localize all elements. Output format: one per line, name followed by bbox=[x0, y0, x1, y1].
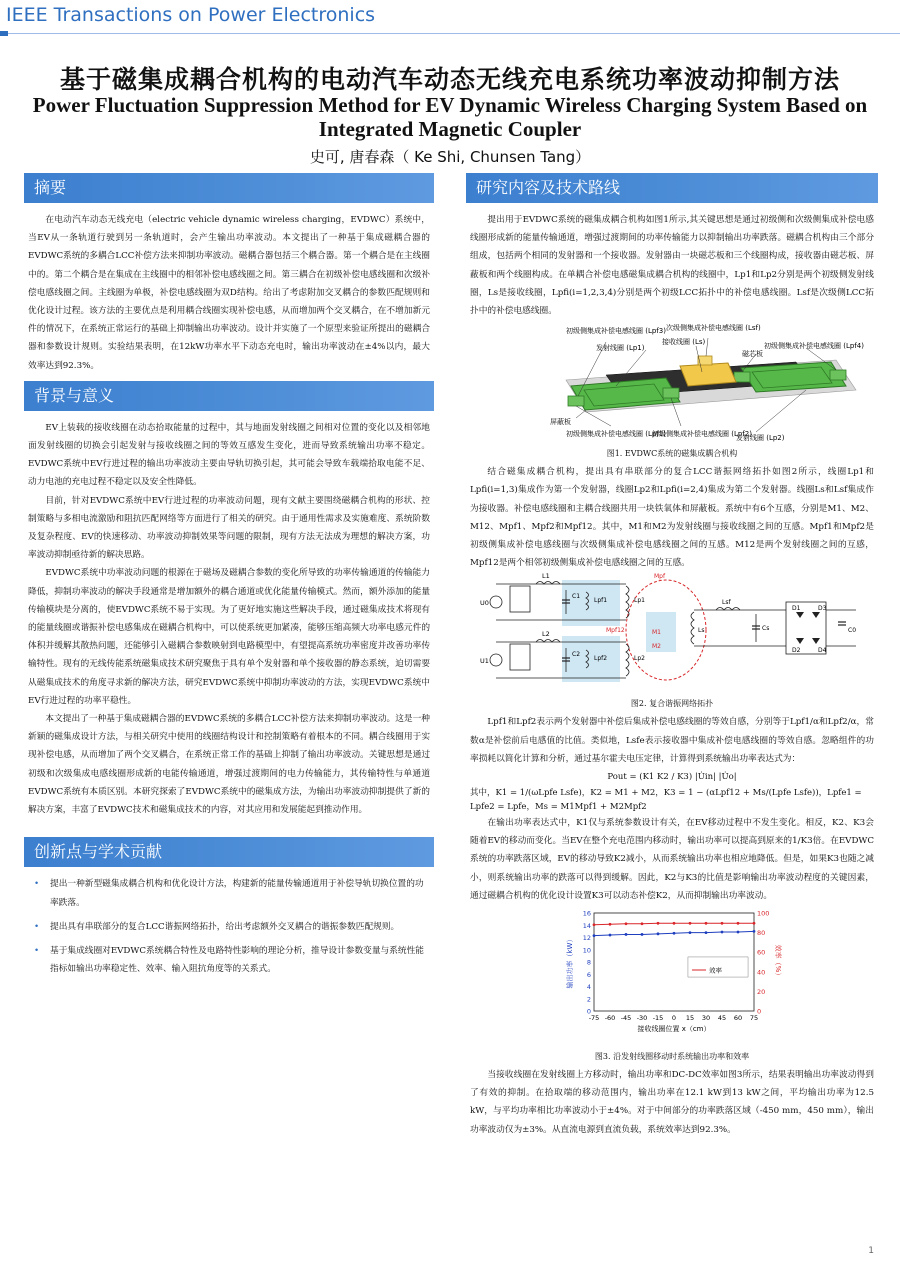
background-paragraph-2: 目前，针对EVDWC系统中EV行进过程的功率波动问题，现有文献主要围绕磁耦合机构的形状、控制策略与多相电流激励和阻抗匹配网络等方面进行了相关的研究。由于通用性需求及实施难度、系统阶数及复杂程度、EV的快速移动、功率波动抑制效果等问题的限制，现有方法无法成为理想的解决方案，功率波动抑制亟待新的解决思路。 bbox=[28, 495, 430, 561]
y-right-tick-label: 100 bbox=[757, 909, 770, 918]
figure-3-caption: 图3. 沿发射线圈移动时系统输出功率和效率 bbox=[594, 1052, 750, 1062]
right-column bbox=[466, 173, 878, 1139]
compensation-coil-lpf4 bbox=[830, 370, 846, 380]
diode-d3 bbox=[812, 612, 820, 618]
inverter-2 bbox=[510, 644, 530, 670]
series-point bbox=[641, 922, 644, 925]
figure-1-caption: 图1. EVDWC系统的磁集成耦合机构 bbox=[606, 449, 738, 459]
label-ls: 接收线圈 (Ls) bbox=[662, 338, 706, 347]
label-l2: L2 bbox=[542, 630, 550, 639]
chart-legend bbox=[688, 957, 748, 978]
label-d2: D2 bbox=[792, 647, 801, 655]
x-axis-label: 接收线圈位置 x（cm） bbox=[637, 1025, 711, 1034]
x-tick-label: 15 bbox=[685, 1014, 695, 1023]
background-paragraph-3: EVDWC系统中功率波动问题的根源在于磁场及磁耦合参数的变化所导致的功率传输通道的传输能力降低，抑制功率波动的解决手段通常是增加额外的耦合通道或优化能量传输模式。然而，额外添加的能量传输模块是分离的，使EVDWC系统不易于实现。为了更好地实施这些解决手段，通过磁集成技术将现有的能量线圈或谐振补偿电感集成在磁耦合机构中，可以使系统更加紧凑，能够压缩高频大功率电感元件的体积并缓解其散热问题，还能够引入磁耦合参数映射到电路模型中，有望提高系统功率密度并改善功率传输特性。现有的无线传能系统磁集成技术研究聚焦于具有单个发射器和单个接收器的静态系统，迫切需要从磁集成技术的角度寻求新的解决方法，研究EVDWC系统中抑制功率波动的方法，实现EVDWC系统中EV行进过程的功率平稳性。 bbox=[28, 568, 430, 706]
chart-axes bbox=[565, 910, 783, 1034]
x-tick-label: 60 bbox=[733, 1014, 743, 1023]
figure-3-chart bbox=[466, 905, 878, 1045]
label-lpf1: 初级侧集成补偿电感线圈 (Lpf1) bbox=[566, 430, 666, 439]
x-tick-label: 75 bbox=[749, 1014, 759, 1023]
series-point bbox=[689, 931, 692, 934]
y-left-axis-label: 输出功率（kW） bbox=[566, 935, 574, 989]
series-point bbox=[673, 922, 676, 925]
label-lpf1: Lpf1 bbox=[594, 597, 608, 605]
series-point bbox=[705, 922, 708, 925]
label-m1: M1 bbox=[652, 629, 661, 637]
y-left-tick-label: 14 bbox=[582, 921, 591, 930]
y-right-tick-label: 40 bbox=[757, 968, 766, 977]
label-lp1: Lp1 bbox=[634, 597, 645, 605]
label-ferrite: 磁芯板 bbox=[742, 350, 763, 359]
formula-definitions: 其中，K1 = 1/(ωLpfe Lsfe)，K2 = M1 + M2，K3 = 1 − (αLpf12 + Ms/(Lpfe Lsfe))，Lpfe1 = Lpfe2 = Lpfe，Ms = M1Mpf1 + M2Mpf2 bbox=[470, 788, 862, 813]
y-left-tick-label: 8 bbox=[586, 958, 591, 967]
label-l1: L1 bbox=[542, 572, 550, 581]
title-english: Power Fluctuation Suppression Method for EV Dynamic Wireless Charging System Based on Integrated Magnetic Coupler bbox=[32, 93, 868, 141]
label-u0: U0 bbox=[480, 599, 489, 608]
background-paragraph-1: EV上装载的接收线圈在动态拾取能量的过程中，其与地面发射线圈之间相对位置的变化以及相邻地面发射线圈的切换会引起发射与接收线圈之间的等效互感发生变化，进而导致系统输出功率不稳定。EVDWC系统中EV行进过程的输出功率波动主要由导轨切换引起，其可能会导致车载端拾取电能不足、动力电池的充电过程不稳定以及安全性降低。 bbox=[28, 422, 430, 488]
inductor-ls bbox=[691, 612, 694, 644]
series-point bbox=[753, 922, 756, 925]
diode-d1 bbox=[796, 612, 804, 618]
journal-name: IEEE Transactions on Power Electronics bbox=[6, 4, 376, 26]
header-rule bbox=[0, 33, 900, 34]
page-number: 1 bbox=[868, 1246, 874, 1256]
label-lp2: Lp2 bbox=[634, 655, 645, 663]
leader-line bbox=[576, 410, 586, 418]
series-point bbox=[753, 930, 756, 933]
series-point bbox=[689, 922, 692, 925]
innovation-item: • 提出具有串联部分的复合LCC谐振网络拓扑，给出考虑额外交叉耦合的谐振参数匹配规则。 bbox=[34, 918, 430, 936]
x-tick-label: 30 bbox=[701, 1014, 711, 1023]
series-point bbox=[625, 922, 628, 925]
label-c0: C0 bbox=[848, 627, 857, 635]
label-d3: D3 bbox=[818, 605, 827, 613]
compensation-coil-lpf2 bbox=[663, 388, 679, 398]
label-lsf: 次级侧集成补偿电感线圈 (Lsf) bbox=[666, 324, 761, 333]
y-right-axis-label: 效率（%） bbox=[774, 944, 782, 980]
innovation-heading: 创新点与学术贡献 bbox=[24, 837, 434, 867]
y-left-tick-label: 4 bbox=[586, 983, 591, 992]
series-point bbox=[737, 922, 740, 925]
label-cs: Cs bbox=[762, 625, 770, 633]
label-lp1: 发射线圈 (Lp1) bbox=[596, 344, 645, 353]
diode-d2 bbox=[796, 638, 804, 644]
series-point bbox=[625, 933, 628, 936]
label-d4: D4 bbox=[818, 647, 827, 655]
research-paragraph-5: 当接收线圈在发射线圈上方移动时，输出功率和DC-DC效率如图3所示，结果表明输出功率波动得到了有效的抑制。在拾取端的移动范围内，输出功率在12.1 kW到13 kW之间，平均输出功率为12.5 kW，与平均功率相比功率波动小于±4%。对于中间部分的功率跌落区域（-450 mm，450 mm），输出功率波动仅为±3%。从直流电源到直流负载，系统效率达到92.3%。 bbox=[470, 1070, 874, 1135]
label-d1: D1 bbox=[792, 605, 801, 613]
label-c2: C2 bbox=[572, 651, 581, 659]
label-c1: C1 bbox=[572, 593, 581, 601]
figure-2-caption: 图2. 复合谐振网络拓扑 bbox=[630, 699, 714, 709]
series-point bbox=[593, 934, 596, 937]
inductor-lp1 bbox=[626, 586, 629, 618]
y-right-tick-label: 80 bbox=[757, 929, 766, 938]
y-left-tick-label: 16 bbox=[582, 909, 591, 918]
x-tick-label: 0 bbox=[671, 1014, 677, 1023]
series-point bbox=[641, 933, 644, 936]
y-left-tick-label: 6 bbox=[586, 970, 591, 979]
series-point bbox=[721, 922, 724, 925]
figure-1-coupler-diagram bbox=[466, 320, 878, 442]
x-tick-label: -60 bbox=[604, 1014, 616, 1023]
figure-2-topology-diagram bbox=[466, 572, 878, 692]
background-heading: 背景与意义 bbox=[24, 381, 434, 411]
y-left-tick-label: 12 bbox=[582, 934, 591, 943]
research-paragraph-1: 提出用于EVDWC系统的磁集成耦合机构如图1所示,其关键思想是通过初级侧和次级侧集成补偿电感线圈形成新的能量传输通道，增强过渡期间的功率传输能力以抑制输出功率跌落。磁耦合机构由三个部分组成，包括两个相同的发射器和一个接收器。发射器由一块磁芯板和三个线圈构成，接收器由磁芯板、屏蔽板和两个线圈构成。在单耦合补偿电感磁集成耦合机构的线圈中，Lp1和Lp2分别是两个初级侧发射线圈，Ls是接收线圈，Lpfi(i=1,2,3,4)分别是两个初级LCC拓扑中的补偿电感线圈。Lsf是次级侧LCC拓扑中的补偿电感线圈。 bbox=[470, 215, 874, 317]
label-lpf3-top: 初级侧集成补偿电感线圈 (Lpf3) bbox=[566, 327, 666, 336]
inductor-lp2 bbox=[626, 644, 629, 676]
innovation-item: • 基于集成线圈对EVDWC系统耦合特性及电路特性影响的理论分析，推导设计参数变量与系统性能指标如输出功率稳定性、效率、输入阻抗角度等的关系式。 bbox=[34, 942, 430, 978]
source-1 bbox=[490, 596, 502, 608]
y-right-tick-label: 60 bbox=[757, 948, 766, 957]
leader-line bbox=[706, 338, 708, 356]
label-lpf2: Lpf2 bbox=[594, 655, 608, 663]
label-mpf: Mpf bbox=[654, 573, 666, 581]
x-tick-label: -30 bbox=[636, 1014, 648, 1023]
y-left-tick-label: 0 bbox=[586, 1007, 591, 1016]
series-point bbox=[657, 932, 660, 935]
label-lpf2: 初级侧集成补偿电感线圈 (Lpf2) bbox=[652, 430, 752, 439]
label-ls: Ls bbox=[698, 627, 705, 635]
compensation-coil-lpf3 bbox=[734, 372, 750, 382]
innovation-list bbox=[24, 875, 434, 978]
y-right-tick-label: 20 bbox=[757, 987, 766, 996]
inverter-1 bbox=[510, 586, 530, 612]
y-left-tick-label: 2 bbox=[586, 995, 591, 1004]
title-chinese: 基于磁集成耦合机构的电动汽车动态无线充电系统功率波动抑制方法 bbox=[59, 65, 840, 94]
formula-output-power: Pout = (K1 K2 / K3) |U̇in| |U̇o| bbox=[607, 772, 737, 783]
innovation-item: • 提出一种新型磁集成耦合机构和优化设计方法，构建新的能量传输通道用于补偿导轨切换位置的功率跌落。 bbox=[34, 875, 430, 911]
background-paragraph-4: 本文提出了一种基于集成磁耦合器的EVDWC系统的多耦合LCC补偿方法来抑制功率波动。这是一种新颖的磁集成设计方法，与相关研究中使用的线圈结构设计和控制策略有着根本的不同。耦合线圈用于实现补偿电感，从而增加了两个交叉耦合，在系统正常工作的基础上抑制了输出功率波动。关键思想是通过初级和次级集成电感线圈形成新的电能传输通道，增强过渡期间的电力传输能力，其传输特性与单通道EVDWC系统有本质区别。本研究探索了EVDWC系统中的磁集成方法，为输出功率波动抑制提供了新的解决方案，丰富了EVDWC技术和磁集成技术的内容，对其应用和发展能起到推动作用。 bbox=[28, 714, 430, 816]
shaded-region bbox=[646, 612, 676, 652]
label-u1: U1 bbox=[480, 657, 489, 666]
research-paragraph-4: 在输出功率表达式中，K1仅与系统参数设计有关，在EV移动过程中不发生变化。相反，K2、K3会随着EV的移动而变化。当EV在整个充电范围内移动时，输出功率可以提高到原来的1/K3倍。在EVDWC系统的功率跌落区域，EV的移动导致K2减小，从而系统输出功率也相应地降低。但是，如果K3也随之减小，则系统输出功率的跌落可以得到缓解。因此，K2与K3的比值是影响输出功率波动程度的关键因素，通过磁耦合机构的优化设计设置K3可以动态补偿K2，从而抑制输出功率波动。 bbox=[470, 818, 874, 901]
x-tick-label: -15 bbox=[652, 1014, 664, 1023]
left-column bbox=[24, 173, 434, 984]
legend-label: 效率 bbox=[709, 966, 722, 975]
authors: 史可, 唐春森（ Ke Shi, Chunsen Tang） bbox=[309, 148, 591, 166]
label-lsf: Lsf bbox=[722, 599, 731, 607]
series-point bbox=[737, 931, 740, 934]
research-paragraph-3: Lpf1和Lpf2表示两个发射器中补偿后集成补偿电感线圈的等效自感，分别等于Lpf1/α和Lpf2/α，常数α是补偿前后电感值的比值。类似地，Lsfe表示接收器中集成补偿电感线圈的等效自感。忽略组件的功率损耗以简化计算和分析，通过基尔霍夫电压定律，计算得到系统输出功率表达式为： bbox=[470, 717, 874, 764]
abstract-text: 在电动汽车动态无线充电（electric vehicle dynamic wireless charging，EVDWC）系统中，当EV从一条轨道行驶到另一条轨道时，会产生输出功率波动。本文提出了一种基于集成磁耦合器的EVDWC系统的多耦合LCC补偿方法来抑制功率波动。磁耦合器包括三个耦合器。第一个耦合是在主线圈中的。第二个耦合是在集成在主线圈中的相邻补偿电感线圈之间。第三耦合在初级补偿电感线圈和次级补偿电感线圈之间。主线圈为单极，补偿电感线圈为双D结构。给出了考虑附加交叉耦合的参数匹配规则和优化设计过程。该方法的主要优点是利用耦合线圈实现补偿电感，从而增加两个交叉耦合，在不增加新元件的情况下，在系统正常运行的基础上抑制输出功率波动。设计并实施了一个原型来验证所提出的磁耦合器和参数设计规则。实验结果表明，在12kW功率水平下动态充电时，输出功率波动在±4%以内，最大效率达到92.3%。 bbox=[28, 215, 430, 371]
label-lp2: 发射线圈 (Lp2) bbox=[736, 434, 785, 443]
research-paragraph-2: 结合磁集成耦合机构，提出具有串联部分的复合LCC谐振网络拓扑如图2所示，线圈Lp1和Lpfi(i=1,3)集成作为第一个发射器，线圈Lp2和Lpfi(i=2,4)集成为第二个发射器。线圈Ls和Lsf集成作为接收器。补偿电感线圈和主耦合线圈共用一块铁氧体和屏蔽板。系统中有6个互感，分别是M1、M2、M12、Mpf1、Mpf2和Mpf12。其中，M1和M2为发射线圈与接收线圈之间的互感。Mpf1和Mpf2是初级侧集成补偿电感线圈与次级侧集成补偿电感线圈之间的互感。M12是两个发射线圈之间的互感，Mpf12是两个相邻初级侧集成补偿电感线圈之间的互感。 bbox=[470, 467, 874, 569]
diode-d4 bbox=[812, 638, 820, 644]
research-heading: 研究内容及技术路线 bbox=[466, 173, 878, 203]
series-point bbox=[657, 922, 660, 925]
label-mpf12: Mpf12 bbox=[606, 627, 625, 635]
shaded-region bbox=[562, 580, 620, 626]
shaded-region bbox=[562, 636, 620, 682]
label-m2: M2 bbox=[652, 643, 661, 651]
series-point bbox=[673, 932, 676, 935]
series-point bbox=[609, 923, 612, 926]
label-shield: 屏蔽板 bbox=[550, 418, 571, 427]
label-lpf4: 初级侧集成补偿电感线圈 (Lpf4) bbox=[764, 342, 864, 351]
abstract-heading: 摘要 bbox=[24, 173, 434, 203]
series-point bbox=[721, 931, 724, 934]
x-tick-label: 45 bbox=[717, 1014, 727, 1023]
source-2 bbox=[490, 654, 502, 666]
x-tick-label: -75 bbox=[588, 1014, 600, 1023]
y-left-tick-label: 10 bbox=[582, 946, 591, 955]
series-point bbox=[593, 923, 596, 926]
receiver-coil bbox=[680, 363, 736, 386]
x-tick-label: -45 bbox=[620, 1014, 632, 1023]
series-point bbox=[705, 931, 708, 934]
series-point bbox=[609, 934, 612, 937]
y-right-tick-label: 0 bbox=[757, 1007, 762, 1016]
compensation-coil-lpf1 bbox=[568, 396, 584, 406]
